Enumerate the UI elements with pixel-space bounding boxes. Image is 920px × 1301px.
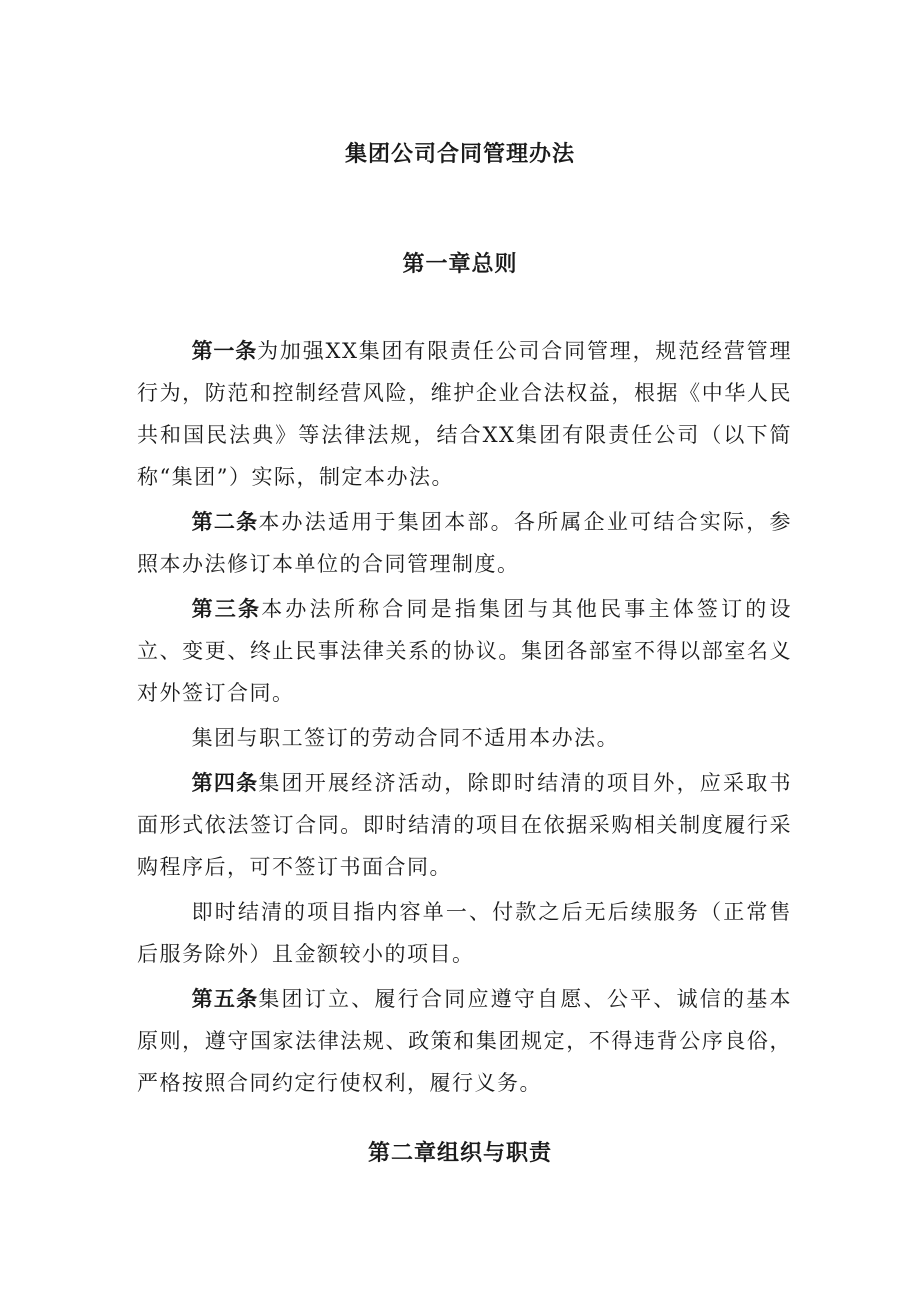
paragraph-text: 即时结清的项目指内容单一、付款之后无后续服务（正常售后服务除外）且金额较小的项目。 [137,900,792,966]
chapter-1-body [137,330,792,1104]
article-text: 本办法适用于集团本部。各所属企业可结合实际，参照本办法修订本单位的合同管理制度。 [137,510,793,576]
article-3 [137,588,792,714]
article-label: 第三条 [191,597,262,621]
article-5 [137,978,792,1104]
article-4-note [137,891,792,975]
document-title: 集团公司合同管理办法 [344,142,575,167]
article-label: 第二条 [191,510,259,534]
article-text: 集团订立、履行合同应遵守自愿、公平、诚信的基本原则，遵守国家法律法规、政策和集团规定，不得违背公序良俗，严格按照合同约定行使权利，履行义务。 [137,987,793,1095]
article-label: 第五条 [191,987,259,1011]
article-text: 为加强XX集团有限责任公司合同管理，规范经营管理行为，防范和控制经营风险，维护企业合法权益，根据《中华人民共和国民法典》等法律法规，结合XX集团有限责任公司（以下简称“集团”）实际，制定本办法。 [137,339,793,489]
chapter-heading-2: 第二章组织与职责 [367,1141,552,1166]
article-2 [137,501,792,585]
article-text: 本办法所称合同是指集团与其他民事主体签订的设立、变更、终止民事法律关系的协议。集团各部室不得以部室名义对外签订合同。 [137,597,793,705]
paragraph-text: 集团与职工签订的劳动合同不适用本办法。 [191,726,620,750]
article-4 [137,762,792,888]
article-3-note [137,717,792,759]
article-1 [137,330,792,498]
article-text: 集团开展经济活动，除即时结清的项目外，应采取书面形式依法签订合同。即时结清的项目在依据采购相关制度履行采购程序后，可不签订书面合同。 [137,771,793,879]
chapter-heading-1: 第一章总则 [402,252,518,277]
article-label: 第一条 [191,339,258,363]
article-label: 第四条 [191,771,259,795]
